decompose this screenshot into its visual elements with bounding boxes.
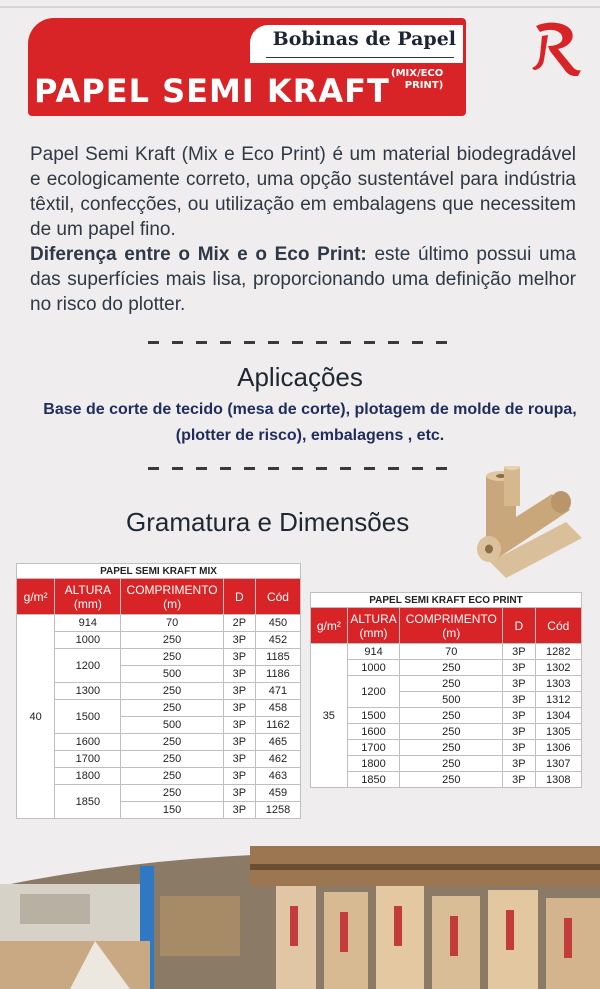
gsm-cell: 40 — [17, 615, 55, 819]
d-cell: 3P — [503, 644, 535, 660]
comprimento-cell: 250 — [400, 676, 503, 692]
table-row — [17, 700, 301, 717]
d-cell: 3P — [503, 676, 535, 692]
comprimento-cell: 250 — [121, 632, 223, 649]
table-caption: PAPEL SEMI KRAFT ECO PRINT — [311, 593, 582, 608]
d-cell: 3P — [223, 734, 255, 751]
d-cell: 3P — [223, 683, 255, 700]
table-row — [311, 772, 582, 788]
top-rule — [0, 6, 600, 8]
d-cell: 3P — [223, 802, 255, 819]
comprimento-cell: 500 — [400, 692, 503, 708]
page-title: PAPEL SEMI KRAFT — [34, 72, 390, 110]
cod-cell: 1303 — [535, 676, 581, 692]
column-header: g/m² — [17, 579, 55, 615]
column-header: COMPRIMENTO (m) — [400, 608, 503, 644]
d-cell: 3P — [223, 785, 255, 802]
cod-cell: 1308 — [535, 772, 581, 788]
comprimento-cell: 250 — [121, 751, 223, 768]
d-cell: 2P — [223, 615, 255, 632]
cod-cell: 1185 — [255, 649, 300, 666]
d-cell: 3P — [223, 666, 255, 683]
d-cell: 3P — [223, 632, 255, 649]
comprimento-cell: 250 — [121, 649, 223, 666]
d-cell: 3P — [223, 717, 255, 734]
difference-label: Diferença entre o Mix e o Eco Print: — [30, 244, 367, 265]
table-row — [311, 644, 582, 660]
cod-cell: 458 — [255, 700, 300, 717]
column-header: Cód — [535, 608, 581, 644]
banner-note-line1: (MIX/ECO — [391, 68, 444, 79]
comprimento-cell: 250 — [121, 683, 223, 700]
column-header: Cód — [255, 579, 300, 615]
table-row — [17, 649, 301, 666]
table-caption: PAPEL SEMI KRAFT MIX — [17, 564, 301, 579]
d-cell: 3P — [503, 692, 535, 708]
comprimento-cell: 250 — [400, 660, 503, 676]
paper-roll-illustration — [470, 466, 585, 584]
table-row — [17, 615, 301, 632]
banner-subtitle: Bobinas de Papel — [272, 28, 456, 50]
column-header: ALTURA (mm) — [347, 608, 400, 644]
cod-cell: 1186 — [255, 666, 300, 683]
altura-cell: 1800 — [55, 768, 121, 785]
comprimento-cell: 250 — [400, 708, 503, 724]
grammage-title: Gramatura e Dimensões — [126, 507, 410, 537]
brand-logo-icon — [528, 20, 582, 76]
cod-cell: 1282 — [535, 644, 581, 660]
d-cell: 3P — [503, 660, 535, 676]
table-row — [17, 768, 301, 785]
column-header: g/m² — [311, 608, 348, 644]
cod-cell: 465 — [255, 734, 300, 751]
warehouse-photo — [0, 846, 600, 989]
column-header: D — [223, 579, 255, 615]
gsm-cell: 35 — [311, 644, 348, 788]
comprimento-cell: 250 — [400, 740, 503, 756]
altura-cell: 1200 — [55, 649, 121, 683]
cod-cell: 1312 — [535, 692, 581, 708]
table-row — [17, 751, 301, 768]
d-cell: 3P — [503, 772, 535, 788]
cod-cell: 452 — [255, 632, 300, 649]
table-row — [17, 785, 301, 802]
table-row — [311, 708, 582, 724]
comprimento-cell: 250 — [400, 724, 503, 740]
comprimento-cell: 250 — [400, 756, 503, 772]
altura-cell: 914 — [347, 644, 400, 660]
altura-cell: 1600 — [55, 734, 121, 751]
cod-cell: 1307 — [535, 756, 581, 772]
table-row — [311, 660, 582, 676]
column-header: ALTURA (mm) — [55, 579, 121, 615]
comprimento-cell: 500 — [121, 666, 223, 683]
table-mix — [16, 563, 301, 819]
altura-cell: 1500 — [55, 700, 121, 734]
comprimento-cell: 70 — [400, 644, 503, 660]
banner-divider — [266, 57, 454, 58]
intro-paragraph: Papel Semi Kraft (Mix e Eco Print) é um material biodegradável e ecologicamente correto, uma opção sustentável para indústria têxtil, confecções, ou utilização em embalagens que necessitem de um papel fino. — [30, 144, 576, 240]
comprimento-cell: 150 — [121, 802, 223, 819]
applications-title: Aplicações — [237, 362, 363, 392]
banner-note — [391, 68, 443, 92]
cod-cell: 1162 — [255, 717, 300, 734]
cod-cell: 463 — [255, 768, 300, 785]
table-row — [17, 632, 301, 649]
difference-text: este último possui uma das superfícies mais lisa, proporcionando uma definição melhor no risco do plotter. — [30, 244, 576, 315]
altura-cell: 1800 — [347, 756, 400, 772]
cod-cell: 1258 — [255, 802, 300, 819]
altura-cell: 1700 — [347, 740, 400, 756]
cod-cell: 1304 — [535, 708, 581, 724]
cod-cell: 471 — [255, 683, 300, 700]
cod-cell: 459 — [255, 785, 300, 802]
altura-cell: 1600 — [347, 724, 400, 740]
table-row — [311, 676, 582, 692]
altura-cell: 1200 — [347, 676, 400, 708]
altura-cell: 1000 — [55, 632, 121, 649]
comprimento-cell: 500 — [121, 717, 223, 734]
column-header: COMPRIMENTO (m) — [121, 579, 223, 615]
comprimento-cell: 70 — [121, 615, 223, 632]
d-cell: 3P — [223, 751, 255, 768]
header-banner — [28, 18, 466, 116]
banner-note-line2: PRINT) — [404, 80, 444, 91]
cod-cell: 1305 — [535, 724, 581, 740]
d-cell: 3P — [223, 768, 255, 785]
comprimento-cell: 250 — [121, 734, 223, 751]
d-cell: 3P — [503, 740, 535, 756]
altura-cell: 1850 — [347, 772, 400, 788]
cod-cell: 450 — [255, 615, 300, 632]
table-row — [17, 734, 301, 751]
altura-cell: 1500 — [347, 708, 400, 724]
altura-cell: 1850 — [55, 785, 121, 819]
cod-cell: 1306 — [535, 740, 581, 756]
difference-paragraph — [30, 242, 576, 317]
comprimento-cell: 250 — [121, 785, 223, 802]
comprimento-cell: 250 — [400, 772, 503, 788]
cod-cell: 1302 — [535, 660, 581, 676]
altura-cell: 1700 — [55, 751, 121, 768]
d-cell: 3P — [503, 756, 535, 772]
table-row — [17, 683, 301, 700]
table-row — [311, 740, 582, 756]
column-header: D — [503, 608, 535, 644]
d-cell: 3P — [503, 724, 535, 740]
altura-cell: 1300 — [55, 683, 121, 700]
altura-cell: 914 — [55, 615, 121, 632]
d-cell: 3P — [223, 649, 255, 666]
dashed-divider — [148, 467, 458, 470]
d-cell: 3P — [503, 708, 535, 724]
table-row — [311, 756, 582, 772]
altura-cell: 1000 — [347, 660, 400, 676]
applications-text: Base de corte de tecido (mesa de corte), plotagem de molde de roupa, (plotter de risco), embalagens , etc. — [43, 401, 577, 444]
comprimento-cell: 250 — [121, 700, 223, 717]
intro-text — [30, 142, 576, 317]
d-cell: 3P — [223, 700, 255, 717]
cod-cell: 462 — [255, 751, 300, 768]
comprimento-cell: 250 — [121, 768, 223, 785]
table-eco — [310, 592, 582, 788]
dashed-divider — [148, 341, 458, 344]
table-row — [311, 724, 582, 740]
